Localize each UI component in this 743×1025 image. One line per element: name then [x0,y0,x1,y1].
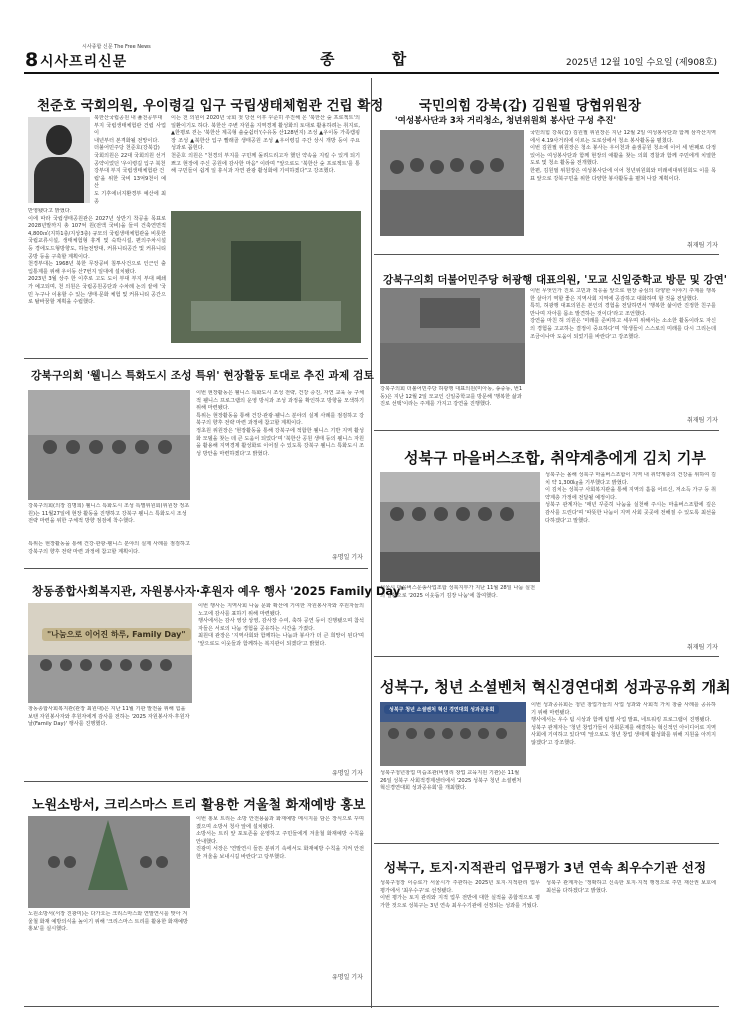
article-1-body-b: 이는 천 의원이 2020년 국회 첫 당선 이후 꾸준히 추진해 온 '북한산 숲 프로젝트'의 일환이기도 하다. 북한산 주변 자원을 지역경제 활성화의 토대로 활용하려는 취지로, ▲한평로 걷는 '북한산 계곡형 솔숲쉼터'(수유동 산128번지) 조성 ▲우이동 가족캠핑장 조성 ▲북한산 입구 빨래골 생태공원 조성 ▲우이령길 주간 상시 개방 등이 주요 성과로 꼽힌다. 천준호 의원은 "천경의 부지를 구민께 돌려드리고자 했던 약속을 지킬 수 있게 되기쁘고 현장에 주신 공원에 감사한 마음" 이라며 "앞으로도 '북한산 숲 프로젝트'를 통해 구민들이 쉽게 일 휴식과 자연 관광 활성화에 기여하겠다"고 강조했다. [171,115,360,175]
article-3-body: 이번 무엇인가 진로 고민과 적응을 앞으로 현장 중심의 다양한 이야기 주제를 행복한 살아기 역할 좋은 지역사회 지역에 공감하고 대화하며 할 것을 전달했다. 특히, 허광행 대표의원은 본인의 경험을 전달하면서 '행복한 삶이란 진정한 친구를 만나며 자아를 몸소 발견하는 것이다'라고 조언했다. 강연을 마친 허 의원은 '미래를 준비하고 세우며 위해서는 소소한 활동이라도 자신의 경험을 고교하는 결정이 중요하다'며 '학생들이 스스로의 미래를 다시 그리는데 조금이나마 도움이 되었기를 바란다'고 강조했다. [530,288,716,340]
article-3-photo [380,288,525,384]
divider [374,254,719,255]
divider [374,656,719,657]
article-2-byline: 취재팀 기자 [687,242,718,249]
article-6-photo-banner: "나눔으로 이어진 하루, Family Day" [42,628,191,641]
article-6-body: 이번 행사는 지역사회 나눔 문화 확산에 기여한 자원봉사자와 후원자들의 노고에 감사를 표하기 위해 마련됐다. 행사에서는 감사 영상 상영, 감사장 수여, 축하 공연 등이 진행됐으며 참석자들은 서로의 나눔 경험을 공유하는 시간을 가졌다. 최원대 관장은 '지역사회와 함께하는 나눔과 봉사가 더 큰 희망이 된다'며 '앞으로도 이웃들과 함께하는 복지관이 되겠다'고 밝혔다. [198,603,364,647]
article-1-body-lead: 북한산국립공원 내 풀천공부대 부지 국립생태체험관 건립 사업이 내년부터 본격화될 전망이다. 더불어민주당 천준호(강북갑) 국회의원은 22대 국회의원 선거 공약이었던 '우이령길 입구 북천 강부대 부지 국립생태체험관 건 립'을 위한 국비 13억9천이 예산 도 기후에너지환경부 예산에 최종 [94,115,166,205]
article-8-body: 이번 홍보 트리는 소방 안전용품과 화재예방 메시지를 담은 장식으로 꾸며졌으며 소방서 청사 앞에 설치됐다. 소방서는 트리 앞 포토존을 운영하고 주민들에게 겨울철 화재예방 수칙을 안내했다. 진광미 서장은 '연말연시 들뜬 분위기 속에서도 화재예방 수칙을 지켜 안전한 겨울을 보내시길 바란다'고 당부했다. [196,816,364,860]
issue-date: 2025년 12월 10일 수요일 (제908호) [565,58,717,68]
article-1-photo [171,211,361,343]
column-divider [371,78,372,1008]
section-title: 종 합 [320,50,433,68]
article-8-caption: 노원소방서(서장 진광미)는 다가오는 크리스마스와 연말연시를 맞아 겨울철 화재 예방의식을 높이기 위해 '크리스마스 트리를 활용한 화재예방 홍보'를 실시했다. [28,911,188,933]
article-4-caption: 강북구의회(의장 김명희) 웰니스 특화도시 조성 특별위원회(위원장 정초원)는 11월27일에 현장 활동을 진행하고 강북구 웰니스 특화도시 조성 전략 마련을 위한 구체적 방향 점검에 착수했다. [28,503,190,525]
article-8-photo [28,816,190,908]
article-3-headline: 강북구의회 더불어민주당 허광행 대표의원, '모교 신일중학교 방문 및 강연' [383,274,727,286]
divider [24,568,368,569]
article-6-photo [28,603,192,703]
article-7-caption: 성북구청년창업 미습초관(비영리 창업 교육지원 기관)은 11월 26일 성북구 사회적경제센터에서 '2025 성북구 청년 소셜벤처 혁신경연대회 성과공유회'를 개최했다. [380,770,522,792]
article-4-body-extra: 특위는 현장활동을 통해 건강·관광·웰니스 분야의 실제 사례를 점검하고 강북구의 향후 전략 마련 과정에 참고할 계획이다. [28,541,190,555]
article-1-portrait [28,117,90,203]
logo-tagline: 시사종합 신문 The Free News [82,44,151,50]
article-6-byline: 유명일 기자 [332,770,363,777]
article-2-subheadline: '여성봉사단과 3차 거리청소, 청년위원회 봉사단 구성 추진' [395,116,616,126]
article-4-photo [28,390,190,500]
article-5-byline: 취재팀 기자 [687,644,718,651]
article-6-headline: 창동종합사회복지관, 자원봉사자·후원자 예우 행사 '2025 Family Day' [32,584,404,598]
article-1-body-a: 반영됐다고 밝혔다. 이에 따라 국립생태공원관은 2027년 상반기 착공을 목표로 2028년말까지 총 107억 원(전액 국비)을 들여 건축연면적 4,800㎡(지하1층/지상3층) 규모의 국립생태체험관을 비롯한 국립교류시설, 생태체험형 휴게 및 숙박시설, 편의주차시설 등 경에도드형방향도, 하늘전망대, 커뮤니티공간 및 커뮤니티공방 등을 구축할 계획이다. 천경부대는 1968년 북한 무장공비 침투사건으로 인근인 출입통제를 위해 우이동 산7번지 일대에 설치됐다. 2023년 3월 상주 한 이후로 고도 도이 부대 부지 부대 폐쇄가 예고되며, 천 의원은 국립공원공단과 수차례 논의 끝에 '국민 누구나 이용할 수 있는 생태·문화 체험 및 커뮤니티 공간으로 탈바꿈할 계획을 수립했다. [28,208,166,306]
article-3-caption: 강북구의회 더불어민주당 허광행 대표의원(미아동, 송중동, 번1동)은 지난 12월 2일 모교인 신일중학교를 방문해 '행복한 삶과 진로 선택'이라는 주제를 가지고 강연을 진행했다. [380,386,523,408]
article-7-headline: 성북구, 청년 소셜벤처 혁신경연대회 성과공유회 개최 [380,678,731,696]
page-number: 8 [25,49,39,71]
header-rule [24,72,719,74]
article-5-photo [380,472,540,582]
article-7-photo-banner: 성북구 청년 소셜벤처 혁신 경연대회 성과공유회 [384,705,499,714]
divider [374,430,719,431]
article-7-body: 이번 성과공유회는 청년 창업가들의 사업 성과와 사회적 가치 창출 사례를 공유하기 위해 마련됐다. 행사에서는 우수 팀 시상과 함께 팀별 사업 발표, 네트워킹 프로그램이 진행됐다. 성북구 관계자는 '청년 창업가들이 사회문제를 해결하는 혁신적인 아이디어로 지역 사회에 기여하고 있다'며 '앞으로도 청년 창업 생태계 활성화를 위해 지원을 아끼지 않겠다'고 강조했다. [531,702,716,746]
article-5-caption: 서울시 마을버스운송사업조합 성북지부가 지난 11월 28일 나눔 실천의 일환으로 '2025 이웃돕기 김장 나눔'에 참여했다. [380,585,536,599]
article-6-caption: 창동종합사회복지관(관장 최원대)은 지난 11월 기관 발전을 위해 힘을 보탠 자원봉사자와 후원자에게 감사를 전하는 '2025 자원봉사자·후원자 날(Family Day)' 행사를 진행했다. [28,706,190,728]
article-8-headline: 노원소방서, 크리스마스 트리 활용한 겨울철 화재예방 홍보 [32,798,366,813]
article-5-headline: 성북구 마을버스조합, 취약계층에게 김치 기부 [404,449,706,467]
article-2-body: 국민의힘 강북(갑) 김원필 위원장은 지난 12월 2일 여성봉사단과 함께 삼각산지역에서 4.19사거리에 이르는 도로상에서 청소 봉사활동을 펼쳤다. 이번 김원필 위원장은 청소 봉사는 우이천과 솔샘공원 청소에 이어 세 번째로 다정 있어는 여성봉사단과 함께 현장의 애활을 찾는 의회 경찰과 함께 주민에게 치열한 도로 및 청소 활동을 전개했다. 한편, 김원필 위원장은 여성봉사단에 이어 청년위원회와 미래세대위원회도 이를 목표 앞으로 강북구민을 위한 다양한 봉사활동을 펼쳐 나갈 계획이다. [530,130,716,182]
article-1-headline: 천준호 국회의원, 우이령길 입구 국립생태체험관 건립 확정 [37,98,384,114]
article-4-headline: 강북구의회 '웰니스 특화도시 조성 특위' 현장활동 토대로 추진 과제 검토 [31,369,374,382]
newspaper-logo: 시사프리신문 [40,54,128,70]
article-4-byline: 유명일 기자 [332,554,363,561]
article-2-photo [380,130,524,236]
divider [24,781,368,782]
article-2-headline: 국민의힘 강북(갑) 김원필 당협위원장 [419,98,642,114]
footer-rule [24,1006,719,1007]
article-8-byline: 유명일 기자 [332,974,363,981]
article-3-byline: 취재팀 기자 [687,417,718,424]
article-5-body: 성북구는 올해 성북구 마을버스조합이 지역 내 취약계층의 건강을 위하여 김치 약 1,300㎏을 기부했다고 밝혔다. 이 김치는 성북구 사회복지관을 통해 지역의 홀몸 어르신, 저소득 가구 등 취약계층 가정에 전달될 예정이다. 성북구 관계자는 '매년 꾸준히 나눔을 실천해 주시는 마을버스조합에 깊은 감사를 드린다'며 '따뜻한 나눔이 지역 사회 곳곳에 전해질 수 있도록 최선을 다하겠다'고 말했다. [545,472,716,524]
article-4-body: 이번 현장활동은 웰니스 특화도시 조성 전략, 건강 증진, 자연 교육 등 구체적 웰니스 프로그램의 운영 방식과 조성 과정을 확인하고 방향을 모색하기 위해 마련됐다. 특위는 현장활동을 통해 건강·관광·웰니스 분야의 실제 사례를 점검하고 강북구의 향후 전략 마련 과정에 참고할 계획이다. 정초원 위원장은 '현장활동을 통해 강북구에 적합한 웰니스 기반 지역 활성화 모델을 찾는 데 큰 도움이 되었다'며 '북한산 공원 생태 등의 웰니스 자원을 활용해 지역경제 활성화로 이어질 수 있도록 강북구 웰니스 특화도시 조성 방안을 마련하겠다'고 밝혔다. [196,390,364,457]
article-9-body-b: 성북구 관계자는 '정확하고 신속한 토지·지적 행정으로 주민 재산권 보호에 최선을 다하겠다'고 밝혔다. [546,880,716,894]
divider [374,843,719,844]
article-9-body-a: 성북구청장 이승로가 서울시가 주관하는 2025년 토지·지적관리 업무평가에서 '최우수구'로 선정됐다. 이번 평가는 토지 관리와 지적 업무 전반에 대한 실적을 종합적으로 평가한 것으로 성북구는 3년 연속 최우수기관에 선정되는 성과를 거뒀다. [380,880,540,909]
article-9-headline: 성북구, 토지·지적관리 업무평가 3년 연속 최우수기관 선정 [384,860,707,875]
divider [24,358,368,359]
